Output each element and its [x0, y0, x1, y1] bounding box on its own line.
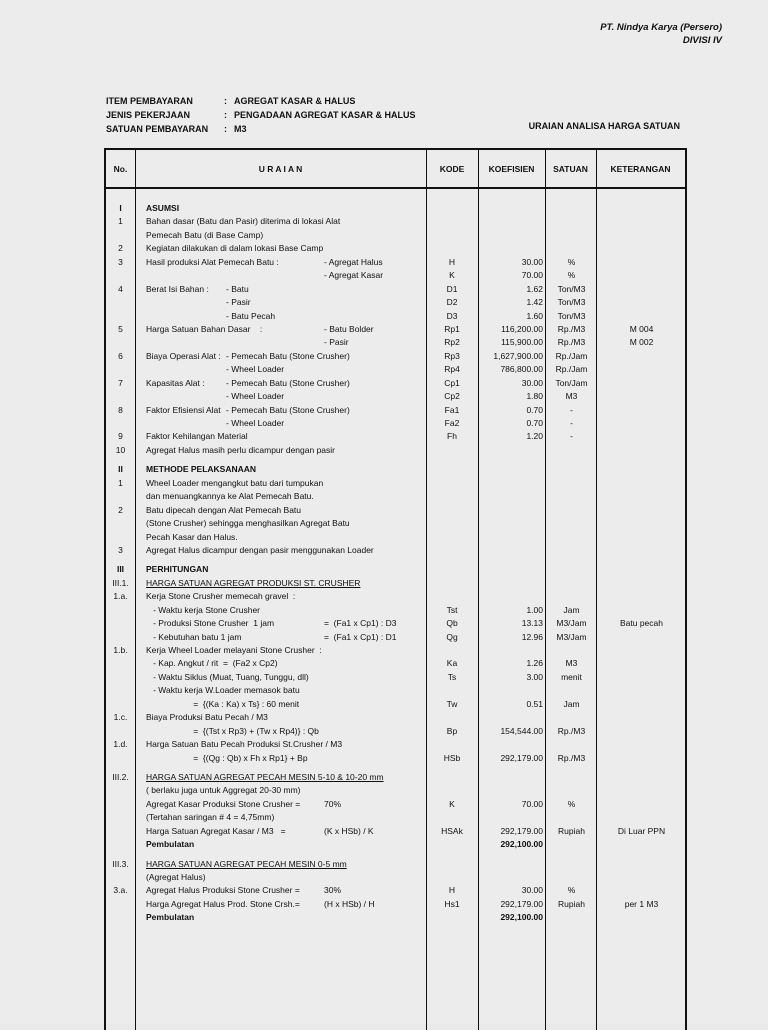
row-coefficient: 292,100.00: [500, 839, 543, 850]
table-row: [106, 563, 685, 576]
row-unit: M3: [565, 391, 578, 402]
company-name: PT. Nindya Karya (Persero): [600, 22, 722, 33]
row-unit: Rupiah: [558, 825, 585, 836]
row-unit: %: [567, 270, 576, 281]
row-coefficient: 292,179.00: [500, 825, 543, 836]
row-coefficient: 1.62: [526, 283, 543, 294]
table-row: [106, 671, 685, 684]
row-number: 2: [118, 504, 123, 515]
row-unit: Rupiah: [558, 898, 585, 909]
row-code: K: [449, 798, 455, 809]
meta-satuan-row: [106, 122, 416, 136]
row-coefficient: 12.96: [521, 631, 543, 642]
table-row: [106, 738, 685, 751]
row-number: III.2.: [112, 771, 129, 782]
row-description: Berat Isi Bahan :: [146, 283, 209, 294]
row-number: 1: [118, 477, 123, 488]
table-row: [106, 477, 685, 490]
table-row: [106, 838, 685, 851]
row-number: 3: [118, 544, 123, 555]
row-description: HARGA SATUAN AGREGAT PECAH MESIN 0-5 mm: [146, 858, 347, 869]
row-coefficient: 30.00: [521, 377, 543, 388]
table-body: [106, 202, 685, 925]
analysis-title: URAIAN ANALISA HARGA SATUAN: [528, 121, 680, 131]
table-row: [106, 771, 685, 784]
row-description: - Produksi Stone Crusher 1 jam: [146, 618, 275, 629]
row-description: - Waktu kerja Stone Crusher: [146, 604, 261, 615]
row-description: Kerja Wheel Loader melayani Stone Crusher :: [146, 645, 322, 655]
table-row: [106, 215, 685, 228]
row-description: ( berlaku juga untuk Aggregat 20-30 mm): [146, 785, 301, 796]
row-coefficient: 786,800.00: [500, 364, 543, 375]
row-description: - Kap. Angkut / rit = (Fa2 x Cp2): [146, 658, 278, 669]
table-row: [106, 363, 685, 376]
table-row: [106, 283, 685, 296]
table-row: [106, 684, 685, 697]
table-row: [106, 657, 685, 670]
row-description: Wheel Loader mengangkut batu dari tumpukan: [146, 477, 324, 488]
row-coefficient: 70.00: [521, 798, 543, 809]
row-number: 1: [118, 216, 123, 227]
meta-colon: :: [224, 124, 227, 134]
row-code: Ts: [447, 671, 457, 682]
row-code: HSb: [443, 752, 461, 763]
row-code: Cp1: [444, 377, 460, 388]
row-description-detail: = (Fa1 x Cp1) : D3: [324, 618, 397, 629]
row-unit: -: [570, 431, 573, 442]
row-coefficient: 1.80: [526, 391, 543, 402]
row-description-detail: - Pasir: [324, 337, 349, 348]
table-row: [106, 404, 685, 417]
row-unit: M3/Jam: [556, 631, 587, 642]
row-coefficient: 0.70: [526, 418, 543, 428]
row-coefficient: 292,100.00: [500, 912, 543, 923]
row-number: 7: [118, 377, 123, 388]
row-number: 4: [118, 283, 123, 294]
row-coefficient: 154,544.00: [500, 725, 543, 736]
table-row: [106, 242, 685, 255]
row-code: Cp2: [444, 391, 460, 402]
row-number: 3.a.: [113, 885, 128, 896]
row-description-detail: - Batu Bolder: [324, 323, 374, 334]
table-row: [106, 544, 685, 557]
row-code: H: [448, 885, 456, 896]
row-code: Qb: [446, 618, 458, 629]
row-unit: %: [567, 798, 576, 809]
row-code: Ka: [446, 658, 458, 669]
row-code: Rp2: [444, 337, 460, 348]
row-code: Fa2: [444, 418, 460, 428]
table-row: [106, 350, 685, 363]
row-coefficient: 0.51: [526, 698, 543, 709]
table-row: [106, 631, 685, 644]
company-header: [600, 21, 722, 47]
row-description-detail: - Batu: [226, 283, 249, 294]
row-number: 9: [118, 431, 123, 442]
row-code: D2: [446, 297, 458, 308]
row-description-detail: - Pemecah Batu (Stone Crusher): [226, 350, 350, 361]
row-coefficient: 1.20: [526, 431, 543, 442]
analysis-table: [104, 148, 687, 1030]
row-description: Agregat Halus dicampur dengan pasir menggunakan Loader: [146, 544, 374, 555]
table-row: [106, 752, 685, 765]
table-row: [106, 310, 685, 323]
meta-item-row: [106, 94, 416, 108]
row-description: HARGA SATUAN AGREGAT PECAH MESIN 5-10 & 10-20 mm: [146, 771, 384, 782]
row-number: 1.d.: [113, 739, 128, 750]
row-unit: -: [570, 418, 573, 428]
table-row: [106, 644, 685, 657]
row-description: - Waktu kerja W.Loader memasok batu: [146, 685, 300, 696]
table-row: [106, 444, 685, 457]
row-unit: Ton/M3: [557, 283, 586, 294]
row-description: = {(Ka : Ka) x Ts} : 60 menit: [146, 698, 300, 709]
table-row: [106, 617, 685, 630]
row-number: 6: [118, 350, 123, 361]
row-description: = {(Tst x Rp3) + (Tw x Rp4)} : Qb: [146, 725, 319, 736]
row-description: (Agregat Halus): [146, 872, 206, 882]
row-number: 5: [118, 323, 123, 334]
row-description: Pecah Kasar dan Halus.: [146, 531, 238, 542]
row-description-detail: - Agregat Halus: [324, 256, 383, 267]
row-coefficient: 1.26: [526, 658, 543, 669]
header-satuan: SATUAN: [553, 163, 588, 174]
row-description: Kerja Stone Crusher memecah gravel :: [146, 591, 296, 602]
header-kode: KODE: [439, 163, 465, 174]
row-unit: Ton/M3: [557, 297, 586, 308]
table-row: [106, 323, 685, 336]
row-coefficient: 1.60: [526, 310, 543, 321]
row-coefficient: 292,179.00: [500, 898, 543, 909]
header-no: No.: [113, 163, 128, 174]
row-coefficient: 116,200.00: [501, 323, 543, 334]
row-description: Kegiatan dilakukan di dalam lokasi Base Camp: [146, 243, 324, 254]
row-description-detail: (H x HSb) / H: [324, 898, 375, 909]
row-number: 1.a.: [113, 591, 128, 602]
row-description-detail: 70%: [324, 798, 342, 809]
row-unit: menit: [561, 671, 582, 682]
row-unit: Rp./Jam: [555, 364, 588, 375]
row-unit: Jam: [563, 604, 580, 615]
table-row: [106, 229, 685, 242]
meta-value: M3: [234, 124, 247, 134]
row-unit: M3/Jam: [556, 618, 587, 629]
row-description: Batu dipecah dengan Alat Pemecah Batu: [146, 504, 302, 515]
table-row: [106, 517, 685, 530]
row-coefficient: 70.00: [521, 270, 543, 281]
meta-colon: :: [224, 110, 227, 120]
table-row: [106, 898, 685, 911]
table-row: [106, 269, 685, 282]
table-row: [106, 296, 685, 309]
row-code: Rp3: [444, 350, 460, 361]
table-row: [106, 490, 685, 503]
meta-value: PENGADAAN AGREGAT KASAR & HALUS: [234, 110, 416, 120]
row-description-detail: - Wheel Loader: [226, 418, 285, 428]
row-code: Hs1: [444, 898, 460, 909]
row-description: (Tertahan saringan # 4 = 4,75mm): [146, 812, 275, 823]
row-description: (Stone Crusher) sehingga menghasilkan Agregat Batu: [146, 518, 350, 529]
row-description: Harga Satuan Bahan Dasar :: [146, 323, 263, 334]
row-description-detail: - Wheel Loader: [226, 391, 285, 402]
table-row: [106, 590, 685, 603]
row-description: Agregat Halus masih perlu dicampur dengan pasir: [146, 444, 335, 455]
row-number: 1.b.: [113, 645, 128, 655]
row-description: = {(Qg : Qb) x Fh x Rp1} + Bp: [146, 752, 308, 763]
row-code: Rp4: [444, 364, 460, 375]
row-description: Biaya Operasi Alat :: [146, 350, 221, 361]
table-row: [106, 504, 685, 517]
row-code: H: [448, 256, 456, 267]
table-row: [106, 430, 685, 443]
row-note: per 1 M3: [624, 898, 659, 909]
table-row: [106, 336, 685, 349]
row-unit: Ton/M3: [557, 310, 586, 321]
table-row: [106, 577, 685, 590]
row-unit: Rp./Jam: [555, 350, 588, 361]
row-description-detail: (K x HSb) / K: [324, 825, 374, 836]
table-row: [106, 784, 685, 797]
row-note: M 004: [629, 323, 654, 334]
row-code: D3: [446, 310, 458, 321]
row-code: D1: [446, 283, 458, 294]
row-unit: Rp./M3: [557, 752, 586, 763]
row-description: Harga Satuan Batu Pecah Produksi St.Crusher / M3: [146, 739, 343, 750]
row-coefficient: 115,900.00: [501, 337, 543, 348]
meta-label: JENIS PEKERJAAN: [106, 110, 191, 120]
table-row: [106, 798, 685, 811]
row-number: 3: [118, 256, 123, 267]
row-description-detail: - Pemecah Batu (Stone Crusher): [226, 377, 350, 388]
row-code: Rp1: [444, 323, 460, 334]
table-row: [106, 531, 685, 544]
table-row: [106, 604, 685, 617]
row-code: K: [449, 270, 455, 281]
row-description-detail: - Batu Pecah: [226, 310, 276, 321]
table-row: [106, 884, 685, 897]
row-coefficient: 13.13: [521, 618, 543, 629]
header-koefisien: KOEFISIEN: [488, 163, 535, 174]
row-unit: Ton/Jam: [555, 377, 588, 388]
row-number: III: [116, 564, 125, 575]
row-description: Pembulatan: [146, 839, 195, 850]
row-unit: %: [567, 885, 576, 896]
table-header: [106, 150, 685, 189]
row-description-detail: = (Fa1 x Cp1) : D1: [324, 631, 397, 642]
row-code: Fa1: [444, 404, 460, 415]
row-description: - Waktu Siklus (Muat, Tuang, Tunggu, dll): [146, 671, 309, 682]
row-description: Agregat Kasar Produksi Stone Crusher =: [146, 798, 301, 809]
row-code: Fh: [447, 431, 457, 442]
row-description: - Kebutuhan batu 1 jam: [146, 631, 242, 642]
row-number: 10: [115, 444, 126, 455]
row-coefficient: 30.00: [521, 885, 543, 896]
row-note: Di Luar PPN: [617, 825, 666, 836]
row-description: Biaya Produksi Batu Pecah / M3: [146, 712, 268, 723]
row-unit: Rp./M3: [557, 323, 586, 334]
row-note: M 002: [629, 337, 654, 348]
table-row: [106, 256, 685, 269]
meta-jenis-row: [106, 108, 416, 122]
row-coefficient: 1.42: [526, 297, 543, 308]
row-description: Faktor Efisiensi Alat: [146, 404, 221, 415]
row-description-detail: 30%: [324, 885, 342, 896]
table-row: [106, 911, 685, 924]
table-row: [106, 858, 685, 871]
row-coefficient: 292,179.00: [500, 752, 543, 763]
row-code: HSAk: [441, 825, 463, 836]
row-coefficient: 1,627,900.00: [493, 350, 543, 361]
row-number: II: [118, 464, 123, 475]
row-note: Batu pecah: [619, 618, 663, 629]
row-description: Harga Agregat Halus Prod. Stone Crsh.=: [146, 898, 300, 909]
row-coefficient: 3.00: [526, 671, 543, 682]
table-row: [106, 377, 685, 390]
row-coefficient: 0.70: [526, 404, 543, 415]
row-code: Qg: [446, 631, 458, 642]
row-unit: M3: [565, 658, 578, 669]
table-row: [106, 463, 685, 476]
row-description-detail: - Agregat Kasar: [324, 270, 384, 281]
row-description: ASUMSI: [146, 203, 180, 213]
table-row: [106, 811, 685, 824]
row-description: Pembulatan: [146, 912, 195, 923]
row-unit: Rp./M3: [557, 725, 586, 736]
row-description: dan menuangkannya ke Alat Pemecah Batu.: [146, 491, 314, 502]
table-row: [106, 698, 685, 711]
row-description-detail: - Pasir: [226, 297, 251, 308]
row-description-detail: - Pemecah Batu (Stone Crusher): [226, 404, 350, 415]
row-number: I: [119, 203, 122, 213]
row-description: Harga Satuan Agregat Kasar / M3 =: [146, 825, 286, 836]
row-unit: Rp./M3: [557, 337, 586, 348]
row-description: Hasil produksi Alat Pemecah Batu :: [146, 256, 279, 267]
meta-colon: :: [224, 96, 227, 106]
row-description: Pemecah Batu (di Base Camp): [146, 229, 264, 240]
meta-label: ITEM PEMBAYARAN: [106, 96, 193, 106]
row-description: HARGA SATUAN AGREGAT PRODUKSI ST. CRUSHER: [146, 577, 361, 588]
row-unit: %: [567, 256, 576, 267]
row-description: Agregat Halus Produksi Stone Crusher =: [146, 885, 300, 896]
table-row: [106, 825, 685, 838]
row-code: Tw: [446, 698, 458, 709]
row-coefficient: 30.00: [521, 256, 543, 267]
row-coefficient: 1.00: [526, 604, 543, 615]
row-description: Kapasitas Alat :: [146, 377, 205, 388]
header-keterangan: KETERANGAN: [610, 163, 671, 174]
row-unit: Jam: [563, 698, 580, 709]
row-code: Bp: [446, 725, 458, 736]
row-number: III.3.: [112, 858, 129, 869]
row-unit: -: [570, 404, 573, 415]
meta-value: AGREGAT KASAR & HALUS: [234, 96, 356, 106]
meta-label: SATUAN PEMBAYARAN: [106, 124, 209, 134]
table-row: [106, 202, 685, 215]
row-description-detail: - Wheel Loader: [226, 364, 285, 375]
table-row: [106, 711, 685, 724]
table-row: [106, 871, 685, 884]
row-number: 8: [118, 404, 123, 415]
row-description: Faktor Kehilangan Material: [146, 431, 248, 442]
table-row: [106, 417, 685, 430]
row-number: 2: [118, 243, 123, 254]
company-division: DIVISI IV: [682, 35, 722, 46]
table-row: [106, 390, 685, 403]
row-code: Tst: [446, 604, 458, 615]
table-row: [106, 725, 685, 738]
row-number: 1.c.: [113, 712, 128, 723]
row-description: METHODE PELAKSANAAN: [146, 464, 257, 475]
header-uraian: U R A I A N: [258, 163, 303, 174]
item-meta: [106, 94, 416, 136]
row-description: PERHITUNGAN: [146, 564, 209, 575]
row-number: III.1.: [112, 577, 129, 588]
row-description: Bahan dasar (Batu dan Pasir) diterima di lokasi Alat: [146, 216, 341, 227]
